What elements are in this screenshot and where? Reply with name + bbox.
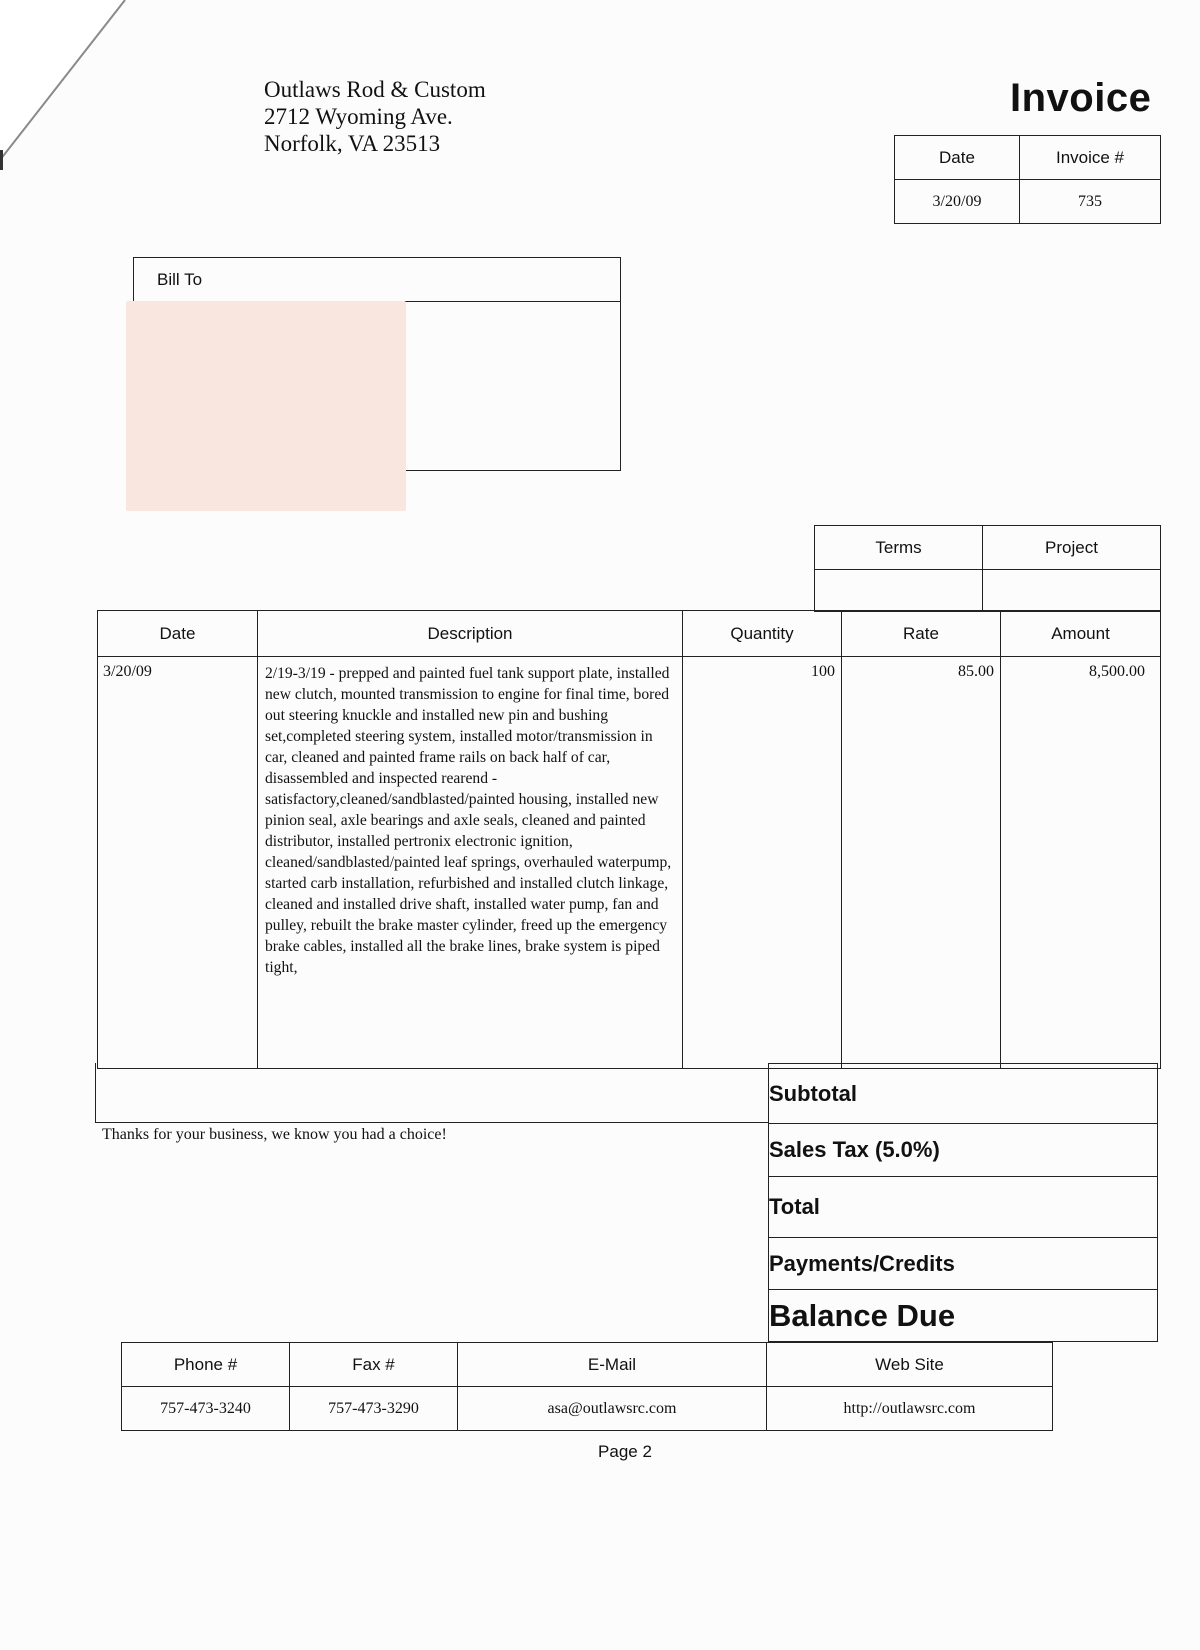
contact-table	[121, 1342, 1053, 1431]
sales-tax-label: Sales Tax (5.0%)	[769, 1124, 1158, 1177]
balance-due-label: Balance Due	[769, 1290, 1158, 1342]
project-value	[983, 570, 1161, 612]
terms-table	[814, 525, 1161, 612]
fax-value: 757-473-3290	[290, 1387, 458, 1431]
company-name: Outlaws Rod & Custom	[264, 77, 486, 102]
phone-header: Phone #	[122, 1343, 290, 1387]
payments-credits-label: Payments/Credits	[769, 1238, 1158, 1290]
column-header-rate: Rate	[842, 611, 1001, 657]
company-street: 2712 Wyoming Ave.	[264, 104, 453, 129]
subtotal-label: Subtotal	[769, 1064, 1158, 1124]
totals-table	[768, 1063, 1158, 1342]
phone-value: 757-473-3240	[122, 1387, 290, 1431]
email-header: E-Mail	[458, 1343, 767, 1387]
terms-header: Terms	[815, 526, 983, 570]
item-rate: 85.00	[842, 657, 1001, 1069]
column-header-date: Date	[98, 611, 258, 657]
email-value: asa@outlawsrc.com	[458, 1387, 767, 1431]
total-label: Total	[769, 1177, 1158, 1238]
terms-value	[815, 570, 983, 612]
item-quantity: 100	[683, 657, 842, 1069]
page-corner-fold	[0, 0, 140, 170]
line-items-table	[97, 610, 1161, 1069]
item-description: 2/19-3/19 - prepped and painted fuel tank support plate, installed new clutch, mounted transmission to engine for final time, bored out steering knuckle and installed new pin and bushing set,completed steering system, installed motor/transmission in car, cleaned and painted frame rails on back half of car, disassembled and inspected rearend - satisfactory,cleaned/sandblasted/painted housing, installed new pinion seal, axle bearings and axle seals, cleaned and painted distributor, installed pertronix electronic ignition, cleaned/sandblasted/painted leaf springs, overhauled waterpump, started carb installation, refurbished and installed clutch linkage, cleaned and installed drive shaft, installed water pump, fan and pulley, rebuilt the brake master cylinder, freed up the emergency brake cables, installed all the brake lines, brake system is piped tight,	[258, 657, 683, 1069]
project-header: Project	[983, 526, 1161, 570]
bill-to-label: Bill To	[134, 258, 620, 302]
column-header-amount: Amount	[1001, 611, 1161, 657]
redacted-address	[126, 301, 406, 511]
invoice-meta-table	[894, 135, 1161, 224]
company-city: Norfolk, VA 23513	[264, 131, 441, 156]
invoice-number: 735	[1020, 180, 1161, 224]
website-value: http://outlawsrc.com	[767, 1387, 1053, 1431]
invoice-title: Invoice	[1010, 76, 1152, 120]
column-header-description: Description	[258, 611, 683, 657]
page-number: Page 2	[598, 1442, 652, 1461]
website-header: Web Site	[767, 1343, 1053, 1387]
date-header: Date	[895, 136, 1020, 180]
item-amount: 8,500.00	[1001, 657, 1161, 1069]
thank-you-note: Thanks for your business, we know you had a choice!	[102, 1126, 447, 1143]
column-header-quantity: Quantity	[683, 611, 842, 657]
item-date: 3/20/09	[98, 657, 258, 1069]
company-address	[264, 76, 486, 157]
table-row	[98, 657, 1161, 1069]
notes-row	[95, 1063, 769, 1123]
fax-header: Fax #	[290, 1343, 458, 1387]
line-items-header-row	[98, 611, 1161, 657]
invoice-date: 3/20/09	[895, 180, 1020, 224]
invoice-number-header: Invoice #	[1020, 136, 1161, 180]
